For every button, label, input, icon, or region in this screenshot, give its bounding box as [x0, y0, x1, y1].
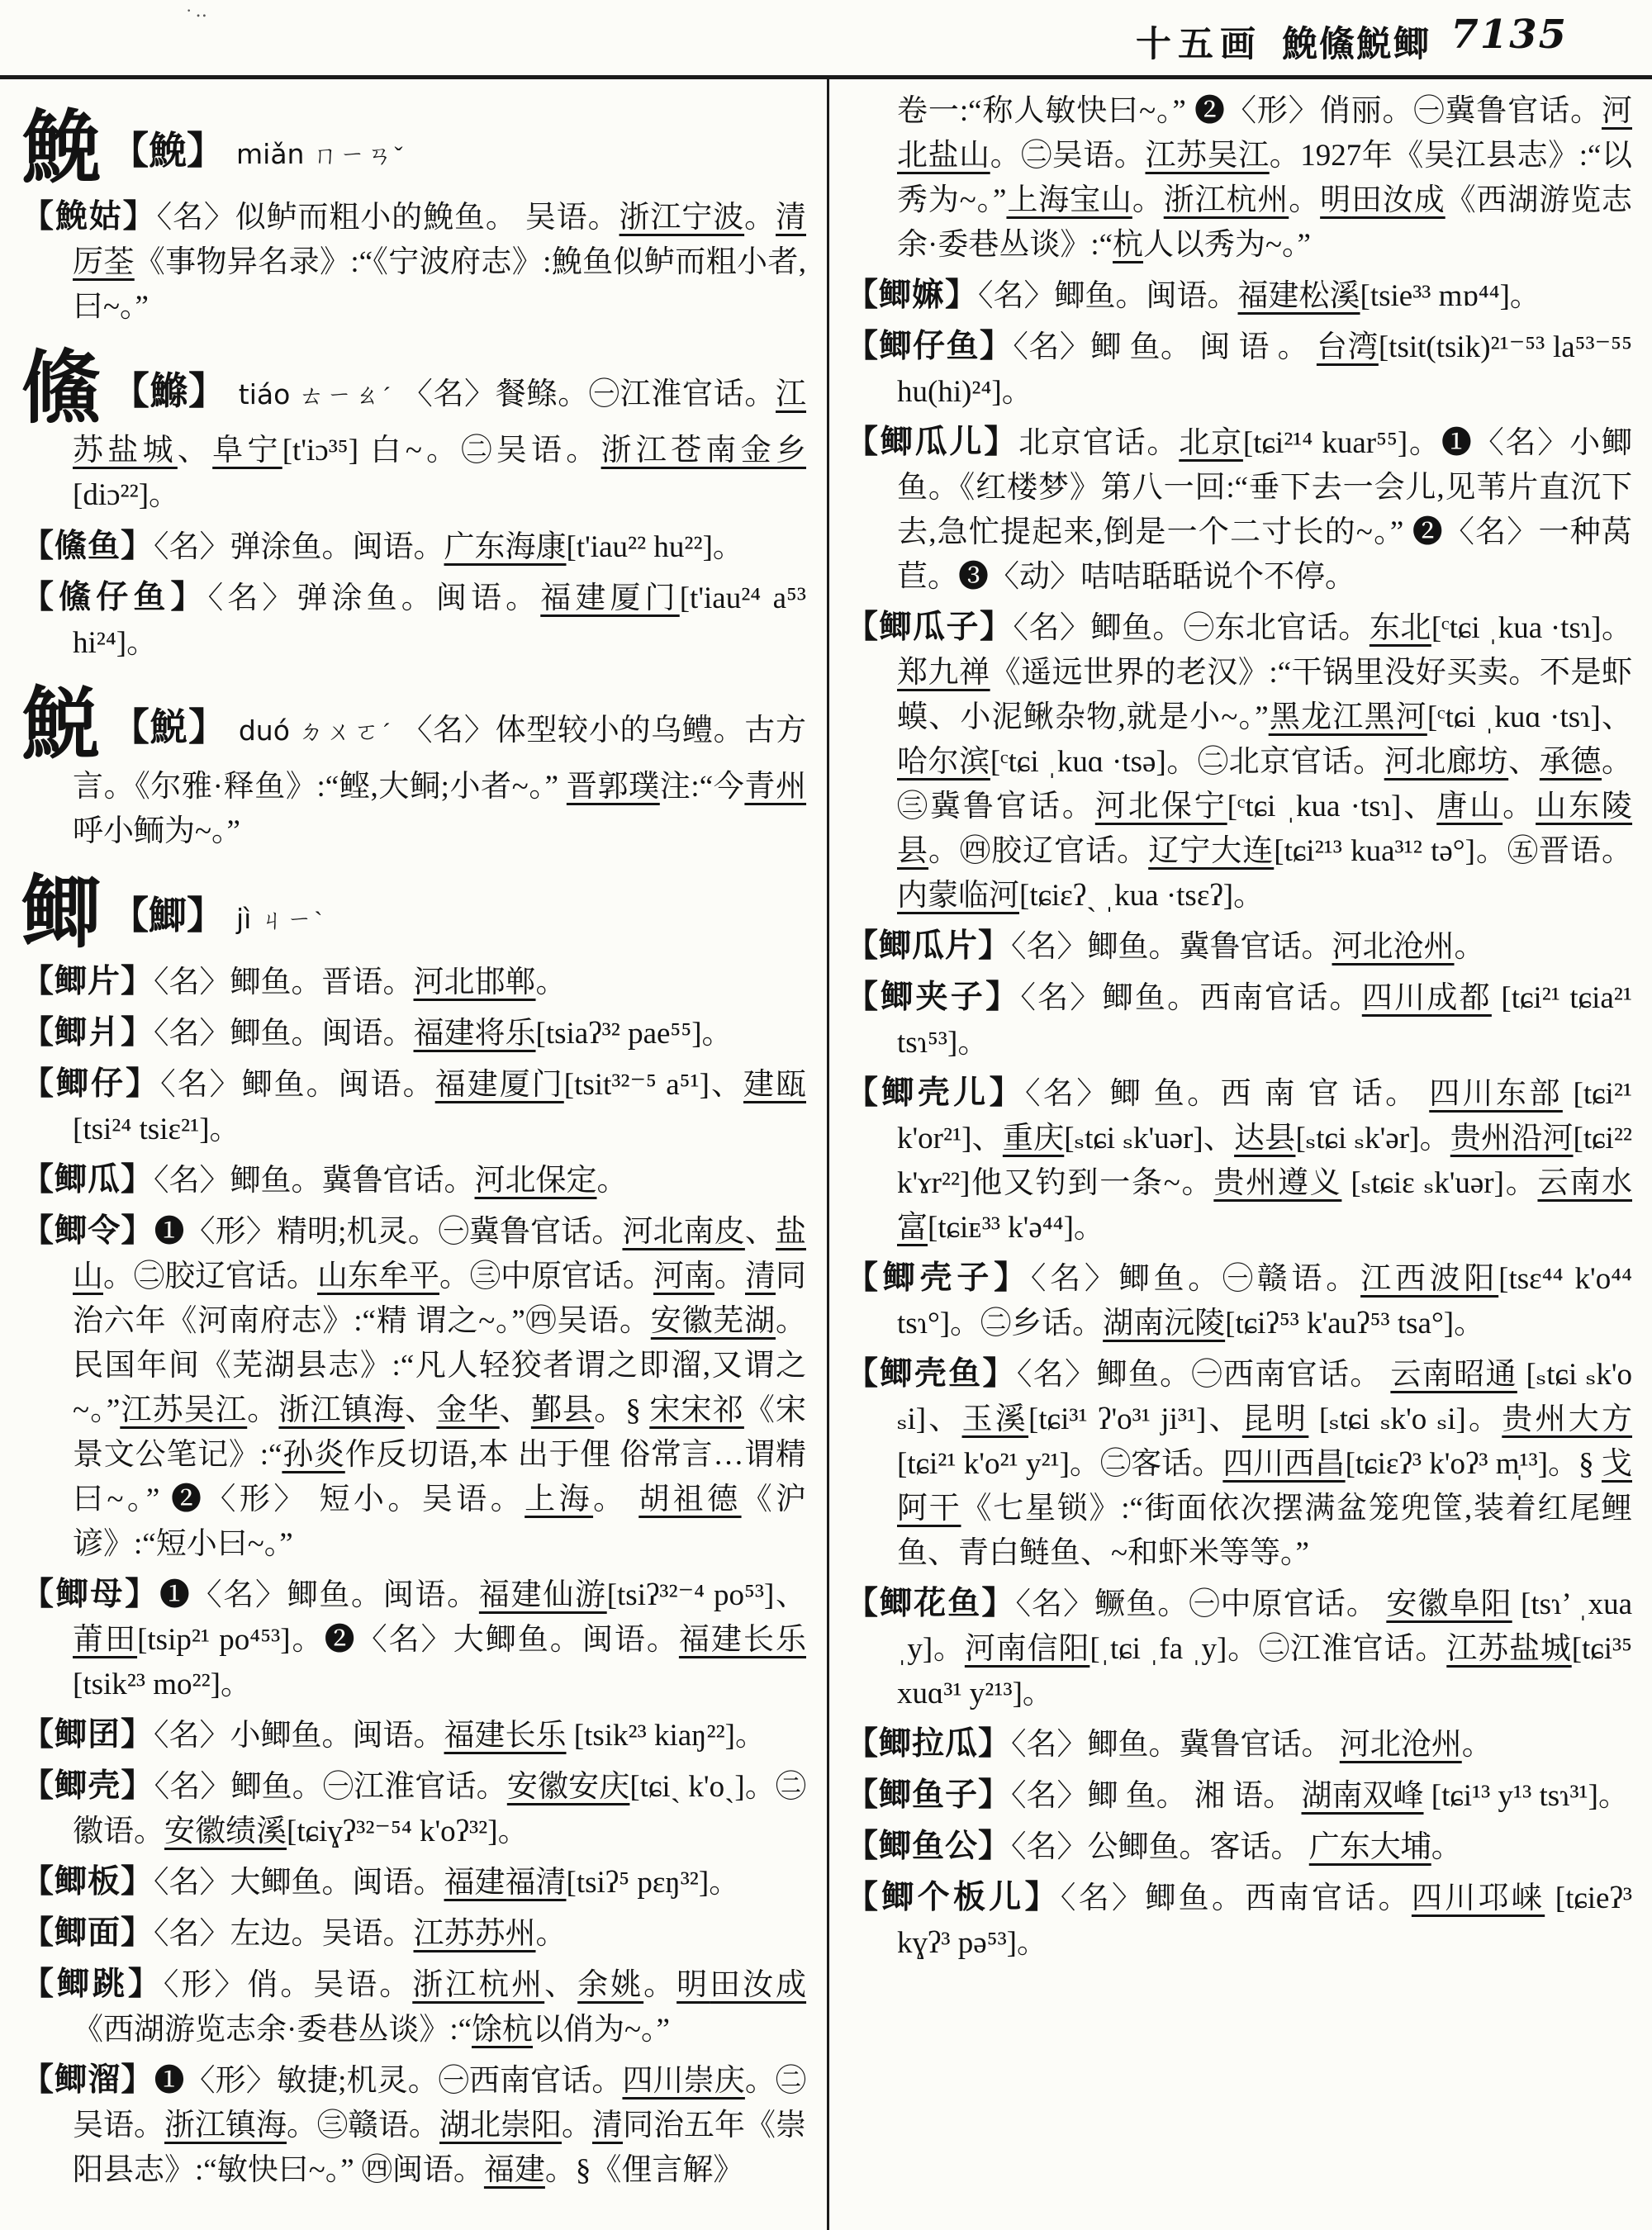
header-headwords: 鮸鯈鮵鲫	[1282, 26, 1431, 64]
proper-noun-underline: 江苏吴江	[120, 1393, 248, 1427]
proper-noun-underline: 阜宁	[212, 434, 282, 467]
entry-body: 〈名〉弹涂鱼。闽语。广东海康[t'iau²² hu²²]。	[154, 530, 743, 564]
dictionary-entry	[21, 1962, 806, 2052]
entry-body: 〈名〉弹涂鱼。闽语。福建厦门[t'iau²⁴ a⁵³ hi²⁴]。	[73, 581, 806, 660]
entry-headword: 【鲫仔】	[21, 1066, 161, 1102]
proper-noun-underline: 云南水富	[897, 1166, 1632, 1245]
proper-noun-underline: 宋祁	[681, 1393, 744, 1427]
proper-noun-underline: 湖南沅陵	[1103, 1307, 1226, 1340]
right-column	[846, 89, 1632, 1971]
proper-noun-underline: 安徽绩溪	[164, 1815, 287, 1848]
entry-headword: 【鲫个板儿】	[846, 1880, 1061, 1915]
dictionary-entry	[846, 1582, 1632, 1716]
proper-noun-underline: 戈阿干	[897, 1447, 1632, 1525]
proper-noun-underline: 湖北崇阳	[439, 2109, 562, 2142]
proper-noun-underline: 浙江宁波	[619, 201, 745, 235]
proper-noun-underline: 馀杭	[472, 2013, 534, 2047]
proper-noun-underline: 安徽安庆	[506, 1770, 630, 1804]
proper-noun-underline: 河北沧州	[1332, 930, 1455, 964]
dictionary-entry	[21, 195, 806, 330]
header-section-title: 十五画	[1136, 26, 1262, 64]
entry-body: 〈名〉大鲫鱼。闽语。福建福清[tsiʔ⁵ pɛŋ³²]。	[154, 1866, 740, 1900]
entry-headword: 【鲫面】	[21, 1915, 154, 1951]
entry-headword: 【鲫瓜片】	[846, 928, 1012, 964]
proper-noun-underline: 山东牟平	[317, 1260, 439, 1293]
entry-headword: 【鲫壳鱼】	[846, 1356, 1017, 1392]
proper-noun-underline: 黑龙江黑河	[1268, 700, 1427, 734]
headword-character: 鲫	[21, 869, 101, 957]
proper-noun-underline: 河北保宁	[1094, 790, 1227, 823]
headword-block	[21, 104, 806, 192]
dictionary-entry	[846, 420, 1632, 600]
headword-zhuyin: ㄇㄧㄢˇ	[312, 142, 406, 169]
entry-body: 〈名〉鲫鱼。西南官话。四川成都 [tɕi²¹ tɕia²¹ tsɿ⁵³]。	[897, 981, 1632, 1060]
entry-headword: 【鲫壳】	[21, 1768, 154, 1804]
proper-noun-underline: 哈尔滨	[897, 745, 990, 779]
proper-noun-underline: 东北	[1369, 611, 1431, 645]
proper-noun-underline: 福建仙游	[478, 1578, 607, 1612]
entry-headword: 【鲫爿】	[21, 1015, 154, 1051]
dictionary-entry	[846, 1352, 1632, 1576]
dictionary-entry	[846, 1876, 1632, 1966]
entry-headword: 【鲫鱼子】	[846, 1777, 1012, 1813]
proper-noun-underline: 福建将乐	[413, 1017, 536, 1051]
dictionary-entry	[21, 1860, 806, 1905]
dictionary-entry	[846, 1773, 1632, 1819]
headword-block	[21, 681, 807, 854]
proper-noun-underline: 北京	[1179, 426, 1243, 460]
dictionary-entry	[846, 924, 1632, 970]
headword-traditional-form: 【鮸】	[111, 130, 225, 172]
proper-noun-underline: 昆明	[1241, 1402, 1309, 1436]
entry-body: 〈名〉似鲈而粗小的鮸鱼。 吴语。浙江宁波。清厉荃《事物异名录》:“《宁波府志》:鮸鱼似鲈而粗小者,曰~。”	[73, 201, 807, 324]
entry-body: 〈名〉鲫鱼。冀鲁官话。 河北沧州。	[1011, 1728, 1493, 1762]
proper-noun-underline: 清	[776, 201, 806, 235]
dictionary-entry	[21, 1573, 806, 1707]
entry-headword: 【鲫瓜子】	[846, 610, 1014, 645]
proper-noun-underline: 上海宝山	[1006, 183, 1132, 217]
dictionary-entry	[846, 1722, 1632, 1767]
dictionary-entry	[21, 1158, 806, 1203]
proper-noun-underline: 福建松溪	[1237, 279, 1360, 313]
dictionary-entry	[846, 325, 1632, 415]
entry-body: 〈名〉鲫鱼。㊀江淮官话。安徽安庆[tɕiˏ k'oˏ]。㊁徽语。安徽绩溪[tɕiɣʔ³²⁻⁵⁴ k'oʔ³²]。	[73, 1770, 807, 1848]
proper-noun-underline: 四川崇庆	[622, 2064, 745, 2098]
proper-noun-underline: 贵州沿河	[1450, 1122, 1574, 1155]
entry-headword: 【鲫花鱼】	[846, 1586, 1016, 1621]
proper-noun-underline: 四川邛崃	[1411, 1881, 1545, 1915]
entry-body: 〈名〉鲫鱼。闽语。福建厦门[tsit³²⁻⁵ a⁵¹]、建瓯[tsi²⁴ tsiɛ²¹]。	[73, 1068, 806, 1146]
proper-noun-underline: 宋	[649, 1393, 681, 1427]
proper-noun-underline: 明	[1320, 183, 1352, 217]
entry-body: 〈名〉鲫鱼。闽语。福建松溪[tsie³³ mɒ⁴⁴]。	[978, 279, 1540, 313]
page-header	[0, 0, 1652, 79]
proper-noun-underline: 福建福清	[444, 1866, 567, 1900]
proper-noun-underline: 青州	[744, 770, 807, 804]
entry-body: 〈名〉鳜鱼。㊀中原官话。 安徽阜阳 [tsɿ’ ˌxua ˌy]。河南信阳[ˌtɕi ˌfa ˌy]。㊁江淮官话。江苏盐城[tɕi³⁵ xuɑ³¹ y²¹³]。	[897, 1587, 1633, 1710]
headword-character: 鯈	[21, 344, 102, 433]
dictionary-entry	[21, 1764, 806, 1854]
entry-headword: 【鲫溜】	[21, 2062, 154, 2098]
headword-character: 鮸	[21, 104, 101, 192]
entry-headword: 【鲫壳子】	[846, 1260, 1031, 1296]
dictionary-entry	[21, 1713, 806, 1758]
proper-noun-underline: 浙江镇海	[164, 2109, 287, 2142]
proper-noun-underline: 内蒙临河	[897, 879, 1019, 913]
headword-traditional-form: 【鯽】	[111, 894, 225, 937]
proper-noun-underline: 上海	[525, 1483, 594, 1516]
proper-noun-underline: 鄞县	[530, 1393, 595, 1427]
proper-noun-underline: 河北保定	[474, 1164, 597, 1198]
proper-noun-underline: 福建长乐	[678, 1623, 806, 1657]
headword-character: 鮵	[21, 681, 102, 769]
dictionary-entry	[21, 2058, 806, 2193]
entry-body: 〈名〉公鲫鱼。客话。 广东大埔。	[1011, 1830, 1462, 1864]
proper-noun-underline: 贵州遵义	[1213, 1166, 1342, 1200]
entry-body: 〈名〉餐鲦。㊀江淮官话。江苏盐城、阜宁[t'iɔ³⁵] 白~。㊁吴语。浙江苍南金乡[diɔ²²]。	[73, 377, 807, 512]
dictionary-entry	[21, 1062, 806, 1152]
headword-pinyin: miǎn	[236, 138, 305, 170]
proper-noun-underline: 玉溪	[961, 1402, 1029, 1436]
proper-noun-underline: 台湾	[1316, 330, 1379, 364]
headword-pinyin: jì	[236, 903, 252, 935]
proper-noun-underline: 清	[745, 1260, 776, 1293]
dictionary-entry	[21, 1011, 806, 1056]
proper-noun-underline: 河北盐山	[897, 94, 1632, 173]
dictionary-entry	[21, 524, 806, 570]
entry-headword: 【鲫板】	[21, 1864, 154, 1900]
entry-body: 〈名〉体型较小的乌鳢。古方言。《尔雅·释鱼》:“鲣,大鲖;小者~。” 晋郭璞注:“今青州呼小鲕为~。”	[73, 714, 807, 848]
entry-body: 〈名〉鲫鱼。㊀赣语。江西波阳[tsɛ⁴⁴ k'o⁴⁴ tsɿ°]。㊁乡话。湖南沅陵[tɕiʔ⁵³ k'auʔ⁵³ tsa°]。	[897, 1262, 1632, 1340]
dictionary-entry	[21, 960, 806, 1005]
entry-headword: 【鲫片】	[21, 964, 154, 999]
proper-noun-underline: 建瓯	[743, 1068, 806, 1102]
entry-headword: 【鲫仔鱼】	[846, 329, 1014, 364]
headword-pinyin: duó	[238, 714, 290, 747]
dictionary-entry	[846, 1071, 1632, 1250]
proper-noun-underline: 重庆	[1002, 1122, 1065, 1155]
headword-traditional-form: 【鮵】	[111, 706, 227, 748]
proper-noun-underline: 明	[676, 1968, 710, 2002]
proper-noun-underline: 郭璞	[597, 770, 660, 804]
proper-noun-underline: 贵州大方	[1502, 1402, 1633, 1436]
proper-noun-underline: 厉荃	[73, 245, 135, 279]
proper-noun-underline: 胡祖德	[638, 1483, 742, 1516]
proper-noun-underline: 湖南双峰	[1301, 1779, 1424, 1813]
headword-zhuyin: ㄐㄧˋ	[259, 907, 325, 934]
proper-noun-underline: 四川西昌	[1222, 1447, 1346, 1481]
proper-noun-underline: 承德	[1539, 745, 1602, 779]
entry-headword: 【鯈仔鱼】	[21, 580, 208, 615]
page-number: 7135	[1450, 12, 1568, 58]
entry-body: 北京官话。北京[tɕi²¹⁴ kuar⁵⁵]。❶〈名〉小鲫鱼。《红楼梦》第八一回:“垂下去一会儿,见苇片直沉下去,急忙提起来,倒是一个二寸长的~。” ❷〈名〉一种莴苣。❸〈动〉咭咭聒聒说个不停。	[897, 426, 1632, 594]
proper-noun-underline: 河北邯郸	[413, 966, 536, 999]
proper-noun-underline: 四川东部	[1429, 1077, 1563, 1111]
proper-noun-underline: 江苏吴江	[1145, 139, 1270, 173]
entry-headword: 【鮸姑】	[21, 199, 157, 235]
proper-noun-underline: 浙江苍南金乡	[601, 434, 807, 467]
dictionary-entry	[846, 1824, 1632, 1870]
proper-noun-underline: 晋	[566, 770, 598, 804]
proper-noun-underline: 达县	[1234, 1122, 1296, 1155]
proper-noun-underline: 江苏盐城	[73, 377, 807, 467]
entry-body: 〈名〉鲫 鱼。西 南 官 话。 四川东部 [tɕi²¹ k'or²¹]、重庆[ₛtɕi ₛk'uər]、达县[ₛtɕi ₛk'ər]。贵州沿河[tɕi²² k'ɤr²²]他又钓到一条~。贵州遵义 [ₛtɕiɛ ₛk'uər]。云南水富[tɕiᴇ³³ k'ə⁴⁴]。	[897, 1077, 1633, 1245]
proper-noun-underline: 河南	[653, 1260, 714, 1293]
entry-body: 〈名〉鲫鱼。冀鲁官话。河北沧州。	[1011, 930, 1485, 964]
headword-pinyin: tiáo	[238, 378, 291, 410]
proper-noun-underline: 杭	[1113, 228, 1144, 262]
entry-headword: 【鲫瓜】	[21, 1162, 154, 1198]
entry-body: 〈名〉鲫鱼。闽语。福建将乐[tsiaʔ³² pae⁵⁵]。	[154, 1017, 733, 1051]
proper-noun-underline: 福建	[483, 2153, 545, 2187]
proper-noun-underline: 福建厦门	[434, 1068, 564, 1102]
entry-body: 〈名〉左边。吴语。江苏苏州。	[154, 1917, 567, 1951]
entry-headword: 【鲫囝】	[21, 1717, 154, 1753]
column-divider-rule	[827, 79, 829, 2230]
headword-zhuyin: ㄉㄨㄛˊ	[297, 719, 394, 746]
entry-body: 〈名〉小鲫鱼。闽语。福建长乐 [tsik²³ kiaŋ²²]。	[154, 1719, 766, 1753]
proper-noun-underline: 清	[592, 2109, 623, 2142]
entry-body: 〈形〉俏。吴语。浙江杭州、余姚。明田汝成《西湖游览志余·委巷丛谈》:“馀杭以俏为~。”	[73, 1968, 807, 2047]
proper-noun-underline: 江苏盐城	[1446, 1632, 1572, 1666]
entry-headword: 【鲫母】	[21, 1577, 159, 1612]
proper-noun-underline: 山东陵县	[897, 790, 1633, 868]
proper-noun-underline: 浙江杭州	[412, 1968, 545, 2002]
entry-headword: 【鲫鱼公】	[846, 1829, 1012, 1864]
dictionary-entry	[21, 1911, 806, 1957]
entry-headword: 【鲫令】	[21, 1213, 154, 1249]
proper-noun-underline: 唐山	[1436, 790, 1503, 823]
entry-headword: 【鲫夹子】	[846, 980, 1021, 1015]
proper-noun-underline: 河北沧州	[1339, 1728, 1462, 1762]
proper-noun-underline: 云南昭通	[1390, 1358, 1517, 1392]
dictionary-entry	[846, 975, 1632, 1065]
proper-noun-underline: 辽宁大连	[1148, 834, 1275, 868]
dictionary-entry	[846, 273, 1632, 319]
headword-block	[21, 869, 806, 957]
entry-body: 〈名〉鲫鱼。㊀西南官话。 云南昭通 [ₛtɕi ₛk'o ₛi]、玉溪[tɕi³¹ ʔ'o³¹ ji³¹]、昆明 [ₛtɕi ₛk'o ₛi]。贵州大方[tɕi²¹ k'o²¹ y²¹]。㊁客话。四川西昌[tɕiɛʔ³ k'oʔ³ m̩¹³]。§ 戈阿干《七星锁》:“街面依次摆满盆笼兜筐,装着红尾鲤鱼、青白鲢鱼、~和虾米等等。”	[897, 1358, 1633, 1570]
proper-noun-underline: 金华	[436, 1393, 500, 1427]
proper-noun-underline: 田汝成	[710, 1968, 807, 2002]
proper-noun-underline: 田汝成	[1351, 183, 1446, 217]
proper-noun-underline: 四川成都	[1361, 981, 1492, 1015]
entry-body: ❶〈形〉敏捷;机灵。㊀西南官话。四川崇庆。㊁吴语。浙江镇海。㊂赣语。湖北崇阳。清同治五年《崇阳县志》:“敏快曰~。” ㊃闽语。福建。§《俚言解》	[73, 2064, 806, 2187]
proper-noun-underline: 浙江杭州	[1163, 183, 1289, 217]
proper-noun-underline: 广东海康	[444, 530, 567, 564]
entry-body: 〈名〉鲫 鱼。 闽 语 。 台湾[tsit(tsik)²¹⁻⁵³ la⁵³⁻⁵⁵ hu(hi)²⁴]。	[897, 330, 1632, 409]
entry-body: 卷一:“称人敏快曰~。” ❷〈形〉俏丽。㊀冀鲁官话。河北盐山。㊁吴语。江苏吴江。1927年《吴江县志》:“以秀为~。”上海宝山。浙江杭州。明田汝成《西湖游览志余·委巷丛谈》:“杭人以秀为~。”	[897, 94, 1633, 262]
entry-body: 〈名〉鲫鱼。冀鲁官话。河北保定。	[154, 1164, 628, 1198]
proper-noun-underline: 河南信阳	[964, 1632, 1090, 1666]
headword-traditional-form: 【鰷】	[111, 370, 227, 412]
entry-body: 〈名〉鲫鱼。西南官话。四川邛崃 [tɕieʔ³ kɣʔ³ pə⁵³]。	[897, 1881, 1632, 1960]
proper-noun-underline: 福建长乐	[444, 1719, 567, 1753]
left-column	[21, 89, 806, 2199]
entry-body: 〈名〉鲫鱼。晋语。河北邯郸。	[154, 966, 567, 999]
proper-noun-underline: 广东大埔	[1308, 1830, 1431, 1864]
proper-noun-underline: 安徽阜阳	[1386, 1587, 1512, 1621]
entry-headword: 【鲫跳】	[21, 1967, 164, 2002]
proper-noun-underline: 余姚	[577, 1968, 644, 2002]
proper-noun-underline: 福建厦门	[540, 581, 680, 615]
entry-headword: 【鲫嫲】	[846, 278, 979, 313]
entry-body: 〈名〉鲫 鱼。 湘 语。 湖南双峰 [tɕi¹³ y¹³ tsɿ³¹]。	[1011, 1779, 1629, 1813]
proper-noun-underline: 浙江镇海	[278, 1393, 406, 1427]
entry-body: ❶〈形〉精明;机灵。㊀冀鲁官话。河北南皮、盐山。㊁胶辽官话。山东牟平。㊂中原官话。河南。清同治六年《河南府志》:“精 谓之~。”㊃吴语。安徽芜湖。民国年间《芜湖县志》:“凡人轻狡者谓之即溜,又谓之~。”江苏吴江。浙江镇海、金华、鄞县。§ 宋宋祁《宋景文公笔记》:“孙炎作反切语,本 出于俚 俗常言…谓精曰~。” ❷〈形〉 短小。吴语。上海。 胡祖德《沪谚》:“短小曰~。”	[73, 1215, 807, 1561]
proper-noun-underline: 盐山	[73, 1215, 806, 1293]
proper-noun-underline: 河北南皮	[622, 1215, 745, 1249]
scan-artifact: ·‥	[186, 0, 211, 21]
headword-block	[21, 344, 807, 518]
entry-body: 〈名〉鲫鱼。㊀东北官话。东北[ᶜtɕi ˌkua ·tsɿ]。郑九禅《遥远世界的老汉》:“干锅里没好买卖。不是虾蟆、小泥鳅杂物,就是小~。”黑龙江黑河[ᶜtɕi ˌkuɑ ·tsɿ]、哈尔滨[ᶜtɕi ˌkuɑ ·tsə]。㊁北京官话。河北廊坊、承德。㊂冀鲁官话。河北保宁[ᶜtɕi ˌkua ·tsɿ]、唐山。山东陵县。㊃胶辽官话。辽宁大连[tɕi²¹³ kua³¹² tə°]。㊄晋语。内蒙临河[tɕiɛʔˏ ˌkua ·tsɛʔ]。	[897, 611, 1633, 913]
entry-headword: 【鲫拉瓜】	[846, 1726, 1012, 1762]
proper-noun-underline: 安徽芜湖	[650, 1304, 776, 1338]
entry-headword: 【鲫瓜儿】	[846, 425, 1019, 460]
entry-headword: 【鯈鱼】	[21, 529, 154, 564]
dictionary-entry	[846, 605, 1632, 918]
dictionary-entry	[846, 1256, 1632, 1346]
proper-noun-underline: 莆田	[73, 1623, 138, 1657]
entry-continuation	[846, 89, 1632, 268]
proper-noun-underline: 河北廊坊	[1384, 745, 1509, 779]
proper-noun-underline: 江苏苏州	[413, 1917, 536, 1951]
entry-body: ❶〈名〉鲫鱼。闽语。福建仙游[tsiʔ³²⁻⁴ po⁵³]、莆田[tsip²¹ po⁴⁵³]。❷〈名〉大鲫鱼。闽语。福建长乐 [tsik²³ mo²²]。	[73, 1578, 806, 1701]
proper-noun-underline: 江西波阳	[1360, 1262, 1499, 1296]
dictionary-entry	[21, 576, 806, 666]
proper-noun-underline: 孙炎	[282, 1438, 345, 1472]
dictionary-entry	[21, 1209, 806, 1567]
proper-noun-underline: 郑九禅	[897, 656, 990, 690]
entry-headword: 【鲫壳儿】	[846, 1075, 1026, 1111]
headword-zhuyin: ㄊㄧㄠˊ	[298, 382, 394, 410]
